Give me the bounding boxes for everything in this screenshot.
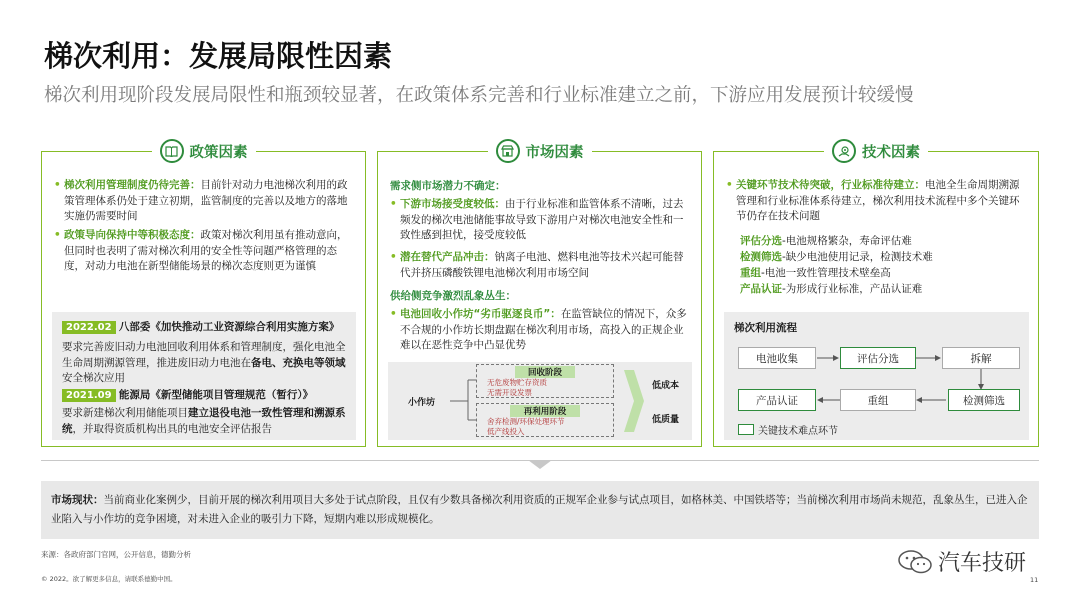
tech-difficulty-2: 检测筛选-缺少电池使用记录，检测技术难	[740, 251, 933, 263]
stage-recycle: 回收阶段 无危废物贮存资质 无需开设发票	[476, 364, 614, 398]
page-number: 11	[1030, 576, 1039, 584]
market-bullet-1: • 下游市场接受度较低：由于行业标准和监管体系不清晰，过去频发的梯次电池储能事故导致下游用户对梯次电池安全性和一致性感到担忧，接受度较低	[390, 198, 684, 241]
flow-step-test: 检测筛选	[948, 389, 1020, 411]
tech-difficulty-4: 产品认证-为形成行业标准，产品认证难	[740, 283, 923, 295]
regulation-desc: 要求完善废旧动力电池回收利用体系和管理制度，强化电池全生命周期溯源管理，推进废旧动力电池在备电、充换电等领域安全梯次应用	[62, 341, 346, 384]
flow-step-certify: 产品认证	[738, 389, 816, 411]
page-title: 梯次利用：发展局限性因素	[44, 39, 393, 73]
workshop-diagram	[388, 362, 692, 440]
tech-difficulty-3: 重组-电池一致性管理技术壁垒高	[740, 267, 891, 279]
book-icon	[160, 139, 184, 163]
legend-label: 关键技术难点环节	[758, 426, 838, 437]
copyright: © 2022。欲了解更多信息，请联系德勤中国。	[41, 575, 177, 583]
flow-arrows	[724, 312, 1029, 440]
market-panel	[377, 144, 702, 447]
gear-hand-icon	[832, 139, 856, 163]
flow-step-collect: 电池收集	[738, 347, 816, 369]
tech-heading: 技术因素	[862, 144, 920, 161]
outcome-low-cost: 低成本	[652, 381, 680, 391]
regulation-title: 八部委《加快推动工业资源综合利用实施方案》	[118, 321, 340, 333]
date-tag: 2022.02	[62, 321, 116, 334]
regulation-desc: 要求新建梯次利用储能项目建立退役电池一致性管理和溯源系统，并取得资质机构出具的电池安全评估报告	[62, 407, 346, 435]
flow-step-evaluate: 评估分选	[840, 347, 916, 369]
page-subtitle: 梯次利用现阶段发展局限性和瓶颈较显著，在政策体系完善和行业标准建立之前，下游应用发展预计较缓慢	[44, 85, 914, 106]
market-bullet-3: • 电池回收小作坊“劣币驱逐良币”：在监管缺位的情况下，众多不合规的小作坊长期盘踞在梯次利用市场，高投入的正规企业难以在恶性竞争中凸显优势	[390, 308, 687, 351]
policy-regulation-box	[52, 312, 356, 440]
demand-title: 需求侧市场潜力不确定：	[390, 180, 506, 192]
policy-bullet-2: • 政策导向保持中等积极态度：政策对梯次利用虽有推动意向，但同时也表明了需对梯次利用的安全性等问题严格管理的态度，对动力电池在新型储能场景的梯次态度则更为谨慎	[54, 229, 348, 272]
market-heading: 市场因素	[525, 144, 584, 161]
chevron-down-icon	[528, 460, 552, 470]
workshop-label: 小作坊	[408, 398, 436, 408]
market-status-text: 市场现状：当前商业化案例少，目前开展的梯次利用项目大多处于试点阶段，且仅有少数具备梯次利用资质的正规军企业参与试点项目，如格林美、中国铁塔等；当前梯次利用市场尚未规范，乱象丛生，已进入企业陷入与小作坊的竞争困境，对未进入企业的吸引力下降，短期内难以形成规模化。	[51, 494, 1028, 525]
tech-bullet-1: • 关键环节技术待突破，行业标准待建立：电池全生命周期溯源管理和行业标准体系待建立，梯次利用技术流程中多个关键环节仍存在技术问题	[726, 179, 1020, 222]
stage-reuse: 再利用阶段 舍弃检测/环保处理环节 低产线投入	[476, 403, 614, 437]
shop-icon	[496, 139, 520, 163]
process-flow	[724, 312, 1029, 440]
date-tag: 2021.09	[62, 389, 116, 402]
tech-panel	[713, 144, 1039, 447]
chat-bubble-icon	[898, 549, 932, 575]
source-note: 来源：各政府部门官网，公开信息，德勤分析	[41, 550, 191, 559]
watermark: 汽车技研	[898, 546, 1026, 577]
outcome-low-quality: 低质量	[652, 415, 680, 425]
policy-panel	[41, 144, 366, 447]
market-status-box	[41, 481, 1039, 539]
policy-bullet-1: • 梯次利用管理制度仍待完善：目前针对动力电池梯次利用的政策管理体系仍处于建立初期，监管制度的完善以及地方的落地实施仍需要时间	[54, 179, 348, 222]
flow-step-regroup: 重组	[840, 389, 916, 411]
supply-title: 供给侧竞争激烈乱象丛生：	[390, 290, 516, 302]
policy-heading: 政策因素	[189, 144, 248, 161]
regulation-title: 能源局《新型储能项目管理规范（暂行）》	[118, 389, 314, 401]
flow-title: 梯次利用流程	[734, 322, 797, 334]
tech-difficulty-1: 评估分选-电池规格繁杂，寿命评估难	[740, 235, 912, 247]
flow-step-disassemble: 拆解	[942, 347, 1020, 369]
market-bullet-2: • 潜在替代产品冲击：钠离子电池、燃料电池等技术兴起可能替代并挤压磷酸铁锂电池梯次利用市场空间	[390, 251, 684, 279]
legend-swatch	[738, 424, 754, 435]
